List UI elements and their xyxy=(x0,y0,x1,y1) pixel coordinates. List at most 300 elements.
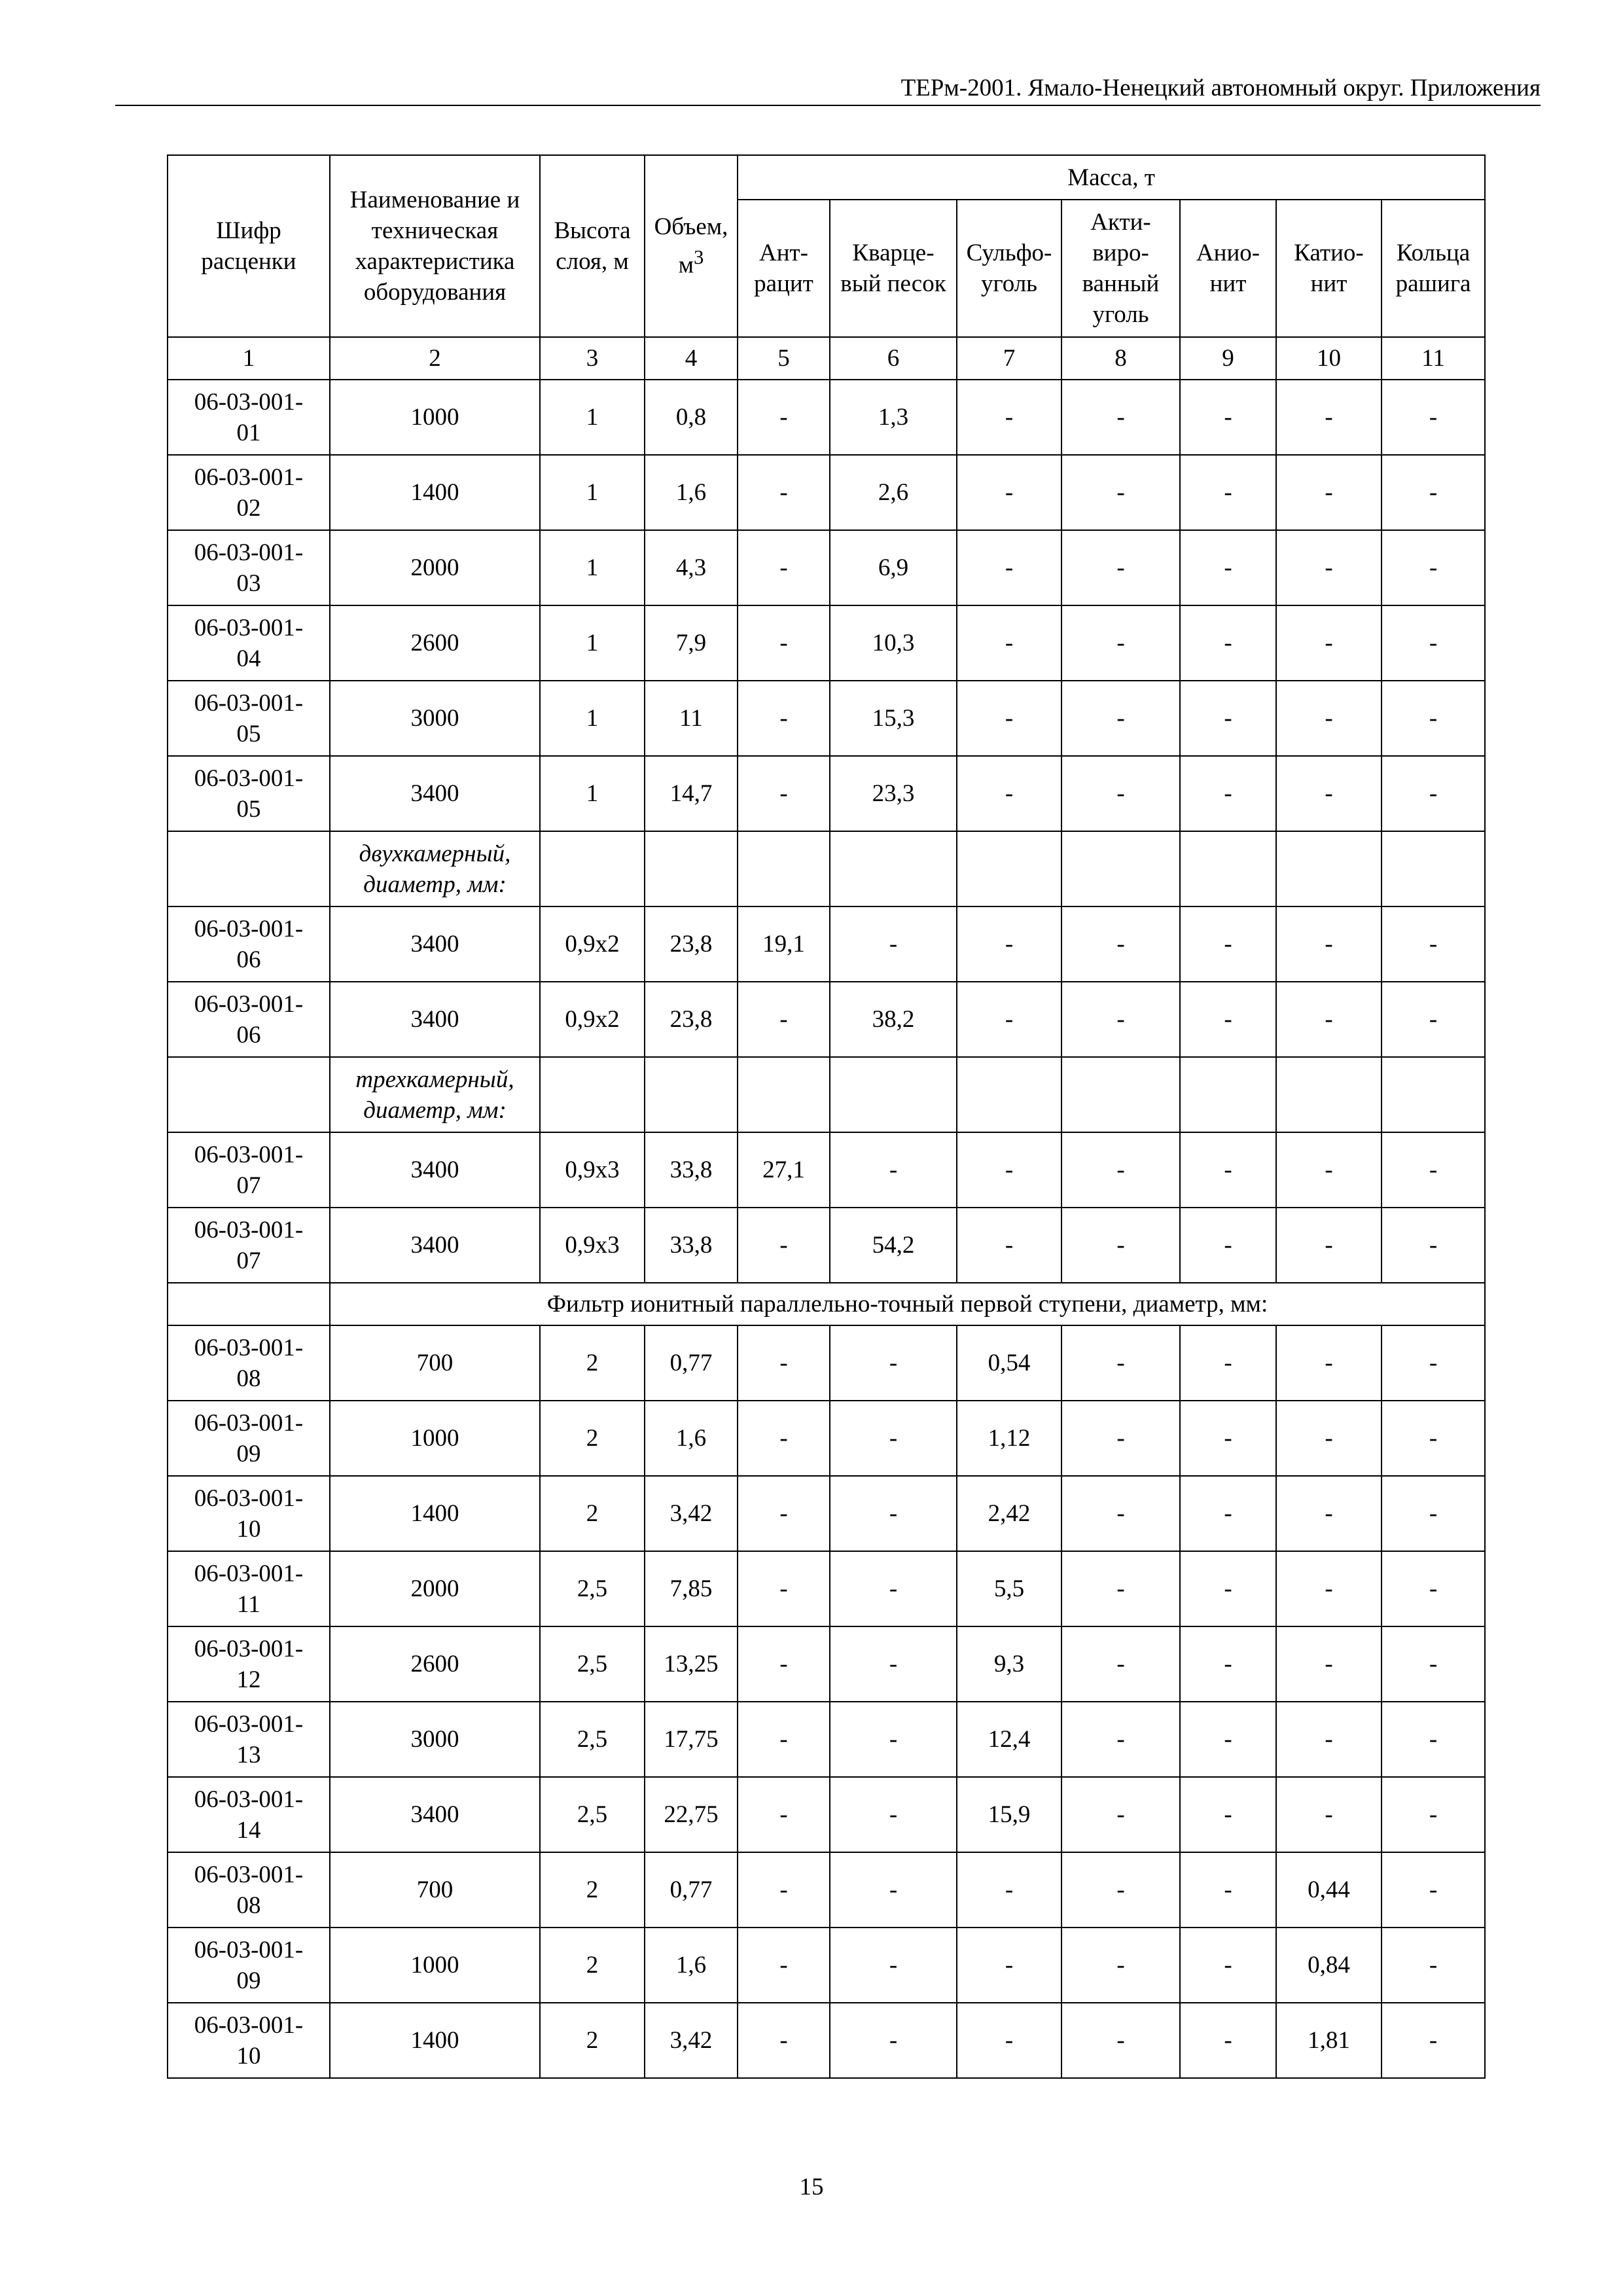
empty-cell xyxy=(738,831,830,906)
table-cell: 14,7 xyxy=(645,756,738,831)
table-cell: - xyxy=(1180,530,1276,605)
table-cell: 1000 xyxy=(330,1928,540,2003)
column-number-row xyxy=(168,337,1485,380)
table-cell: - xyxy=(830,1702,957,1777)
table-cell: - xyxy=(738,1208,830,1283)
table-row xyxy=(168,1928,1485,2003)
table-row xyxy=(168,530,1485,605)
table-cell: 1 xyxy=(540,380,645,455)
table-cell: 0,54 xyxy=(957,1325,1061,1401)
table-cell: - xyxy=(1061,1401,1180,1476)
col-header-code: Шифр расценки xyxy=(168,155,330,337)
group-heading-row xyxy=(168,1283,1485,1325)
table-cell: 1 xyxy=(540,605,645,681)
rate-code-suffix: 08 xyxy=(236,1365,261,1392)
table-cell: - xyxy=(1180,906,1276,982)
table-cell: - xyxy=(1382,605,1485,681)
table-cell: 2 xyxy=(540,1401,645,1476)
section-label xyxy=(330,831,540,906)
rate-code-cell xyxy=(168,2003,330,2078)
price-table xyxy=(167,154,1486,2079)
table-cell: 2600 xyxy=(330,605,540,681)
rate-code-prefix: 06-03-001- xyxy=(194,388,304,416)
table-cell: 700 xyxy=(330,1325,540,1401)
rate-code-prefix: 06-03-001- xyxy=(194,1635,304,1662)
rate-code-cell xyxy=(168,1852,330,1928)
table-cell: 1,3 xyxy=(830,380,957,455)
table-cell: 3400 xyxy=(330,1208,540,1283)
table-cell: 0,9x2 xyxy=(540,906,645,982)
table-cell: - xyxy=(1180,1702,1276,1777)
table-cell: 27,1 xyxy=(738,1132,830,1208)
table-cell: 2,5 xyxy=(540,1777,645,1852)
table-cell: 3000 xyxy=(330,1702,540,1777)
table-cell: - xyxy=(1061,1208,1180,1283)
table-cell: - xyxy=(738,1551,830,1626)
col-header-mass-group: Масса, т xyxy=(738,155,1485,200)
table-cell: - xyxy=(1061,906,1180,982)
table-cell: - xyxy=(1180,1551,1276,1626)
table-cell: - xyxy=(957,1132,1061,1208)
table-cell: - xyxy=(1061,380,1180,455)
table-cell: - xyxy=(830,1325,957,1401)
table-cell: 2 xyxy=(540,1476,645,1551)
table-cell: - xyxy=(738,1325,830,1401)
empty-cell xyxy=(957,831,1061,906)
table-cell: - xyxy=(830,906,957,982)
table-cell: - xyxy=(1382,906,1485,982)
table-cell: 0,9x3 xyxy=(540,1132,645,1208)
rate-code-suffix: 01 xyxy=(236,419,261,446)
table-cell: 33,8 xyxy=(645,1208,738,1283)
table-cell: 22,75 xyxy=(645,1777,738,1852)
table-cell: - xyxy=(1276,1476,1382,1551)
table-cell: - xyxy=(1061,605,1180,681)
volume-label: Объем, м xyxy=(654,213,728,279)
table-cell: - xyxy=(1180,1325,1276,1401)
table-cell: - xyxy=(1276,1208,1382,1283)
table-cell: - xyxy=(1382,1928,1485,2003)
table-cell: - xyxy=(1382,1551,1485,1626)
table-cell: 10,3 xyxy=(830,605,957,681)
rate-code-prefix: 06-03-001- xyxy=(194,463,304,491)
table-cell: 2 xyxy=(540,2003,645,2078)
table-cell: - xyxy=(957,530,1061,605)
table-cell: 3,42 xyxy=(645,2003,738,2078)
table-cell: - xyxy=(1061,1928,1180,2003)
table-cell: - xyxy=(957,756,1061,831)
table-cell: 0,84 xyxy=(1276,1928,1382,2003)
rate-code-cell xyxy=(168,982,330,1057)
column-number: 5 xyxy=(738,337,830,380)
table-cell: - xyxy=(1180,1626,1276,1702)
table-cell: - xyxy=(1382,1626,1485,1702)
table-cell: - xyxy=(957,380,1061,455)
rate-code-cell xyxy=(168,380,330,455)
table-cell: - xyxy=(957,455,1061,530)
rate-code-prefix: 06-03-001- xyxy=(194,1861,304,1888)
table-cell: - xyxy=(1061,1777,1180,1852)
table-cell: 3400 xyxy=(330,982,540,1057)
table-row xyxy=(168,1476,1485,1551)
table-row xyxy=(168,2003,1485,2078)
table-cell: 2 xyxy=(540,1325,645,1401)
table-cell: - xyxy=(738,1928,830,2003)
table-row xyxy=(168,1626,1485,1702)
empty-cell xyxy=(1276,1057,1382,1132)
empty-cell xyxy=(168,831,330,906)
table-cell: - xyxy=(830,1551,957,1626)
table-cell: 5,5 xyxy=(957,1551,1061,1626)
table-cell: 1,6 xyxy=(645,1928,738,2003)
column-number: 7 xyxy=(957,337,1061,380)
table-cell: - xyxy=(1382,756,1485,831)
table-row xyxy=(168,1132,1485,1208)
table-cell: 2,5 xyxy=(540,1551,645,1626)
table-cell: 3,42 xyxy=(645,1476,738,1551)
table-cell: 15,3 xyxy=(830,681,957,756)
table-cell: - xyxy=(1382,530,1485,605)
rate-code-cell xyxy=(168,1401,330,1476)
table-row xyxy=(168,681,1485,756)
table-cell: - xyxy=(1061,1626,1180,1702)
rate-code-suffix: 12 xyxy=(236,1666,261,1693)
col-header-mass-2: Кварце-вый песок xyxy=(830,200,957,337)
table-cell: - xyxy=(830,1401,957,1476)
table-cell: - xyxy=(1382,455,1485,530)
column-number: 8 xyxy=(1061,337,1180,380)
table-cell: 1 xyxy=(540,756,645,831)
section-label-line: диаметр, мм: xyxy=(363,1096,507,1124)
table-cell: - xyxy=(1276,1626,1382,1702)
table-cell: 9,3 xyxy=(957,1626,1061,1702)
column-number: 11 xyxy=(1382,337,1485,380)
table-cell: - xyxy=(738,1777,830,1852)
col-header-volume xyxy=(645,155,738,337)
col-header-height: Высота слоя, м xyxy=(540,155,645,337)
page-number: 15 xyxy=(799,2174,824,2200)
table-cell: 0,77 xyxy=(645,1325,738,1401)
empty-cell xyxy=(1061,831,1180,906)
rate-code-cell xyxy=(168,1928,330,2003)
table-cell: - xyxy=(1180,1476,1276,1551)
rate-code-cell xyxy=(168,1208,330,1283)
table-cell: - xyxy=(1382,982,1485,1057)
rate-code-prefix: 06-03-001- xyxy=(194,990,304,1018)
rate-code-prefix: 06-03-001- xyxy=(194,1216,304,1244)
table-cell: 17,75 xyxy=(645,1702,738,1777)
table-cell: - xyxy=(1061,1551,1180,1626)
column-number: 10 xyxy=(1276,337,1382,380)
table-cell: - xyxy=(1382,1852,1485,1928)
table-cell: 1 xyxy=(540,530,645,605)
table-cell: - xyxy=(1061,1325,1180,1401)
table-cell: - xyxy=(1276,1551,1382,1626)
table-cell: - xyxy=(738,1852,830,1928)
table-cell: - xyxy=(830,1626,957,1702)
table-cell: - xyxy=(1276,1702,1382,1777)
table-cell: 4,3 xyxy=(645,530,738,605)
table-cell: 700 xyxy=(330,1852,540,1928)
table-cell: 2,5 xyxy=(540,1626,645,1702)
table-cell: 2,5 xyxy=(540,1702,645,1777)
table-cell: - xyxy=(738,756,830,831)
column-number: 6 xyxy=(830,337,957,380)
table-row xyxy=(168,1401,1485,1476)
rate-code-prefix: 06-03-001- xyxy=(194,1334,304,1361)
table-cell: - xyxy=(1180,982,1276,1057)
section-label-line: двухкамерный, xyxy=(359,840,511,867)
table-cell: - xyxy=(1180,1852,1276,1928)
table-row xyxy=(168,380,1485,455)
col-header-mass-4: Акти-виро-ванный уголь xyxy=(1061,200,1180,337)
table-cell: 2000 xyxy=(330,530,540,605)
table-cell: - xyxy=(1382,681,1485,756)
table-cell: - xyxy=(738,1702,830,1777)
table-cell: - xyxy=(1061,982,1180,1057)
table-cell: - xyxy=(738,530,830,605)
table-cell: - xyxy=(738,2003,830,2078)
table-cell: - xyxy=(1180,756,1276,831)
table-cell: 54,2 xyxy=(830,1208,957,1283)
section-label xyxy=(330,1057,540,1132)
empty-cell xyxy=(540,1057,645,1132)
table-cell: - xyxy=(1276,455,1382,530)
rate-code-suffix: 07 xyxy=(236,1247,261,1274)
rate-code-prefix: 06-03-001- xyxy=(194,689,304,717)
rate-code-prefix: 06-03-001- xyxy=(194,2011,304,2039)
table-cell: 1000 xyxy=(330,380,540,455)
table-cell: - xyxy=(1180,1401,1276,1476)
table-cell: 1,6 xyxy=(645,455,738,530)
table-cell: 1400 xyxy=(330,2003,540,2078)
table-row xyxy=(168,1702,1485,1777)
column-number: 1 xyxy=(168,337,330,380)
rate-code-suffix: 05 xyxy=(236,720,261,747)
empty-cell xyxy=(645,1057,738,1132)
table-cell: 19,1 xyxy=(738,906,830,982)
rate-code-cell xyxy=(168,756,330,831)
table-cell: 1 xyxy=(540,681,645,756)
section-label-line: диаметр, мм: xyxy=(363,870,507,898)
table-row xyxy=(168,455,1485,530)
empty-cell xyxy=(168,1057,330,1132)
section-row xyxy=(168,831,1485,906)
empty-cell xyxy=(1180,831,1276,906)
empty-cell xyxy=(1382,1057,1485,1132)
table-cell: - xyxy=(1382,1777,1485,1852)
table-cell: 6,9 xyxy=(830,530,957,605)
rate-code-suffix: 09 xyxy=(236,1967,261,1994)
table-cell: - xyxy=(1382,1476,1485,1551)
table-cell: - xyxy=(957,906,1061,982)
rate-code-prefix: 06-03-001- xyxy=(194,614,304,641)
table-cell: - xyxy=(830,1132,957,1208)
table-cell: 2600 xyxy=(330,1626,540,1702)
table-cell: - xyxy=(1276,380,1382,455)
table-cell: 11 xyxy=(645,681,738,756)
table-cell: - xyxy=(1382,1401,1485,1476)
empty-cell xyxy=(1180,1057,1276,1132)
table-cell: - xyxy=(1276,756,1382,831)
column-number: 3 xyxy=(540,337,645,380)
rate-code-prefix: 06-03-001- xyxy=(194,1409,304,1437)
col-header-mass-5: Анио-нит xyxy=(1180,200,1276,337)
col-header-mass-6: Катио-нит xyxy=(1276,200,1382,337)
table-cell: - xyxy=(1061,455,1180,530)
table-cell: 2 xyxy=(540,1852,645,1928)
table-cell: - xyxy=(738,681,830,756)
rate-code-cell xyxy=(168,681,330,756)
table-cell: 3400 xyxy=(330,906,540,982)
empty-cell xyxy=(830,1057,957,1132)
col-header-mass-1: Ант-рацит xyxy=(738,200,830,337)
rate-code-suffix: 10 xyxy=(236,1515,261,1543)
table-cell: - xyxy=(738,982,830,1057)
table-cell: - xyxy=(830,2003,957,2078)
rate-code-prefix: 06-03-001- xyxy=(194,915,304,942)
col-header-name: Наименование и техническая характеристика оборудования xyxy=(330,155,540,337)
rate-code-cell xyxy=(168,1551,330,1626)
rate-code-suffix: 04 xyxy=(236,645,261,672)
rate-code-suffix: 08 xyxy=(236,1892,261,1919)
table-cell: - xyxy=(1180,605,1276,681)
col-header-mass-7: Кольца рашига xyxy=(1382,200,1485,337)
rate-code-cell xyxy=(168,530,330,605)
empty-cell xyxy=(1061,1057,1180,1132)
rate-code-cell xyxy=(168,605,330,681)
table-cell: 13,25 xyxy=(645,1626,738,1702)
table-cell: - xyxy=(1276,1132,1382,1208)
table-cell: - xyxy=(1276,1325,1382,1401)
rate-code-prefix: 06-03-001- xyxy=(194,1936,304,1964)
column-number: 4 xyxy=(645,337,738,380)
table-cell: 3000 xyxy=(330,681,540,756)
column-number: 9 xyxy=(1180,337,1276,380)
table-cell: - xyxy=(1061,530,1180,605)
table-row xyxy=(168,1852,1485,1928)
table-cell: - xyxy=(1382,380,1485,455)
header-row-1 xyxy=(168,155,1485,200)
table-cell: 23,3 xyxy=(830,756,957,831)
table-cell: 23,8 xyxy=(645,906,738,982)
rate-code-prefix: 06-03-001- xyxy=(194,1560,304,1587)
table-cell: - xyxy=(1180,1928,1276,2003)
table-cell: - xyxy=(1382,1132,1485,1208)
table-cell: - xyxy=(1382,2003,1485,2078)
table-cell: 0,44 xyxy=(1276,1852,1382,1928)
table-cell: - xyxy=(1061,1132,1180,1208)
rate-code-prefix: 06-03-001- xyxy=(194,1785,304,1813)
rate-code-suffix: 06 xyxy=(236,946,261,973)
table-cell: - xyxy=(1180,1132,1276,1208)
table-cell: - xyxy=(957,1208,1061,1283)
table-row xyxy=(168,605,1485,681)
table-cell: 2,42 xyxy=(957,1476,1061,1551)
empty-cell xyxy=(1382,831,1485,906)
rate-code-suffix: 13 xyxy=(236,1741,261,1768)
table-cell: - xyxy=(1180,2003,1276,2078)
empty-cell xyxy=(830,831,957,906)
table-cell: 38,2 xyxy=(830,982,957,1057)
rate-code-suffix: 14 xyxy=(236,1816,261,1844)
empty-cell xyxy=(540,831,645,906)
table-cell: 0,77 xyxy=(645,1852,738,1928)
rate-code-suffix: 07 xyxy=(236,1172,261,1199)
table-cell: - xyxy=(1276,605,1382,681)
volume-unit-sup: 3 xyxy=(694,246,704,269)
table-cell: - xyxy=(1276,530,1382,605)
table-cell: - xyxy=(957,1928,1061,2003)
table-row xyxy=(168,756,1485,831)
table-cell: 3400 xyxy=(330,1132,540,1208)
rate-code-cell xyxy=(168,455,330,530)
rate-code-suffix: 10 xyxy=(236,2042,261,2070)
rate-code-prefix: 06-03-001- xyxy=(194,1141,304,1168)
table-cell: - xyxy=(738,1626,830,1702)
column-number: 2 xyxy=(330,337,540,380)
rate-code-cell xyxy=(168,1702,330,1777)
table-cell: - xyxy=(1180,681,1276,756)
rate-code-cell xyxy=(168,1777,330,1852)
table-cell: - xyxy=(1180,1208,1276,1283)
rate-code-suffix: 11 xyxy=(237,1590,260,1618)
table-cell: - xyxy=(957,605,1061,681)
table-cell: - xyxy=(738,380,830,455)
table-cell: - xyxy=(957,982,1061,1057)
table-cell: - xyxy=(1061,1476,1180,1551)
rate-code-cell xyxy=(168,1626,330,1702)
rate-code-prefix: 06-03-001- xyxy=(194,1710,304,1738)
table-cell: 3400 xyxy=(330,756,540,831)
rate-code-cell xyxy=(168,1325,330,1401)
table-cell: 0,9x3 xyxy=(540,1208,645,1283)
table-cell: 7,85 xyxy=(645,1551,738,1626)
empty-cell xyxy=(645,831,738,906)
table-row xyxy=(168,906,1485,982)
table-cell: 1400 xyxy=(330,1476,540,1551)
table-cell: - xyxy=(1180,380,1276,455)
table-cell: - xyxy=(738,605,830,681)
table-cell: - xyxy=(957,2003,1061,2078)
table-cell: 2,6 xyxy=(830,455,957,530)
group-heading: Фильтр ионитный параллельно-точный первой ступени, диаметр, мм: xyxy=(330,1283,1485,1325)
table-cell: - xyxy=(1382,1702,1485,1777)
table-cell: - xyxy=(1276,1401,1382,1476)
table-cell: - xyxy=(1382,1325,1485,1401)
table-cell: - xyxy=(1276,906,1382,982)
rate-code-cell xyxy=(168,1476,330,1551)
rate-code-cell xyxy=(168,1132,330,1208)
table-cell: - xyxy=(1061,2003,1180,2078)
section-row xyxy=(168,1057,1485,1132)
table-row xyxy=(168,1325,1485,1401)
rate-code-suffix: 09 xyxy=(236,1440,261,1467)
table-cell: - xyxy=(957,681,1061,756)
table-row xyxy=(168,982,1485,1057)
table-cell: - xyxy=(738,455,830,530)
table-cell: 15,9 xyxy=(957,1777,1061,1852)
table-cell: 1 xyxy=(540,455,645,530)
table-row xyxy=(168,1208,1485,1283)
table-cell: 2000 xyxy=(330,1551,540,1626)
table-cell: - xyxy=(1276,1777,1382,1852)
rate-code-suffix: 06 xyxy=(236,1021,261,1049)
empty-cell xyxy=(168,1283,330,1325)
table-cell: 1000 xyxy=(330,1401,540,1476)
table-cell: 7,9 xyxy=(645,605,738,681)
rate-code-suffix: 05 xyxy=(236,795,261,823)
